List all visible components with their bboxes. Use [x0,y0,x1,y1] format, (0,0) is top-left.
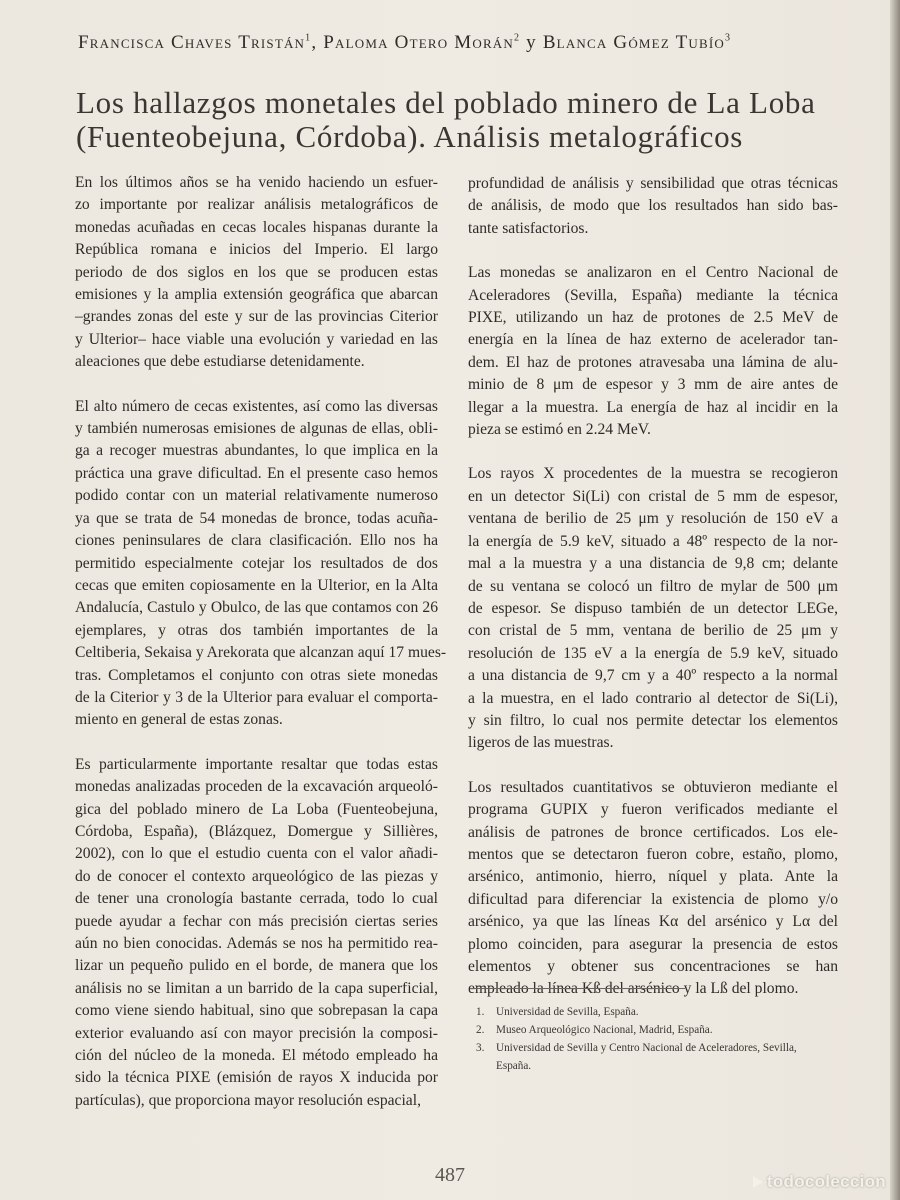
right-text-column [468,173,838,1023]
text-line: programa GUPIX y fueron verificados mediante el [468,801,838,819]
author-affiliation-mark: 1 [305,32,312,44]
text-line: aleaciones que debe estudiarse detenidamente. [75,353,365,371]
text-line: arsénico, antimonio, hierro, níquel y plata. Ante la [468,868,838,886]
text-line: 2002), con lo que el estudio cuenta con el valor añadi- [75,845,438,863]
text-line: y también numerosas emisiones de algunas de ellas, obli- [75,420,438,438]
text-line: en un detector Si(Li) con cristal de 5 mm de espesor, [468,487,838,505]
text-line: empleado la línea Kß del arsénico y la Lß del plomo. [468,980,799,998]
text-line: ventana de berilio de 25 μm y resolución de 150 eV a [468,510,838,528]
footnotes [476,1003,846,1075]
footnote-item [476,1039,846,1075]
article-title [76,86,856,154]
text-line: minio de 8 μm de espesor y 3 mm de aire antes de [468,376,838,394]
title-line: (Fuenteobejuna, Córdoba). Análisis metalográficos [76,119,744,154]
footnote-text [496,1039,797,1075]
text-line: zo importante por realizar análisis metalográficos de [75,196,438,214]
text-line: cecas que emiten copiosamente en la Ulterior, en la Alta [75,576,438,594]
text-line: lizar un pequeño pulido en el borde, de manera que los [75,957,438,975]
text-line: pieza se estimó en 2.24 MeV. [468,421,651,439]
text-line: energía en la línea de haz externo de acelerador tan- [468,331,838,349]
text-line: Córdoba, España), (Blázquez, Domergue y Sillières, [75,822,438,840]
text-line: dem. El haz de protones atravesaba una lámina de alu- [468,353,838,371]
author-conjunction: y [526,32,537,53]
text-line: Es particularmente importante resaltar que todas estas [75,755,438,773]
text-line: aún no bien conocidas. Además se nos ha permitido rea- [75,935,438,952]
text-line: elementos y obtener sus concentraciones se han [468,958,838,975]
footnote-line: España. [496,1060,532,1072]
paragraph [75,754,438,1113]
text-line: puede ayudar a fechar con más precisión ciertas series [75,912,438,930]
text-line: y Ulterior– hace viable una evolución y variedad en las [75,330,438,348]
text-line: a una distancia de 9,7 cm y a 40º respecto a la normal [468,667,838,685]
footnote-line: Universidad de Sevilla, España. [496,1006,639,1018]
text-line: dificultad para diferenciar la existencia de plomo y/o [468,890,838,908]
author-line: Francisca Chaves Tristán$^1$, Paloma Otero Morán$^2$ y Blanca Gómez Tubío$^3$ [78,32,732,53]
text-line: de la Citerior y 3 de la Ulterior para evaluar el comporta- [75,688,438,706]
footnote-item [476,1021,846,1039]
text-line: con cristal de 5 mm, ventana de berilio de 25 μm y [468,622,838,640]
footnote-divider [470,988,685,989]
text-line: partículas), que proporciona mayor resolución espacial, [75,1091,421,1109]
text-line: ejemplares, y otras dos también importantes de la [75,621,438,639]
footnote-line: Museo Arqueológico Nacional, Madrid, España. [496,1024,713,1036]
paragraph [75,172,438,374]
left-text-column [75,172,447,1134]
text-line: la energía de 5.9 keV, situado a 48º respecto de la nor- [468,532,838,550]
author-affiliation-mark: 3 [724,32,732,44]
footnote-number: 2. [476,1024,485,1036]
paragraph [468,262,838,441]
text-line: de análisis, de modo que los resultados han sido bas- [468,197,838,215]
text-line: Andalucía, Castulo y Obulco, de las que contamos con 26 [75,599,438,617]
footnote-item [476,1003,846,1021]
watermark-logo-icon [753,1176,763,1188]
text-line: exterior evaluando así con mayor precisión la composi- [75,1024,438,1042]
text-line: gica del poblado minero de La Loba (Fuenteobejuna, [75,800,438,818]
page-edge-shadow [890,0,900,1200]
text-line: Los resultados cuantitativos se obtuvieron mediante el [468,778,838,796]
text-line: a la muestra, en el lado contrario al detector de Si(Li), [468,689,838,707]
author-name: Blanca Gómez Tubío [542,32,725,53]
paragraph [468,777,838,1001]
text-line: do de conocer el contexto arqueológico de las piezas y [75,867,438,885]
text-line: arsénico, ya que las líneas Kα del arsénico y Lα del [468,913,838,931]
text-line: periodo de dos siglos en los que se producen estas [75,263,438,281]
text-line: mentos que se detectaron fueron cobre, estaño, plomo, [468,845,838,863]
author-name: Paloma Otero Morán [323,32,514,53]
text-line: Celtiberia, Sekaisa y Arekorata que alcanzan aquí 17 mues- [75,644,447,662]
text-line: monedas acuñadas en cecas locales hispanas durante la [75,218,438,236]
text-line: de tener una cronología bastante cerrada, todo lo cual [75,890,438,908]
author-name: Francisca Chaves Tristán [78,32,306,53]
title-line: Los hallazgos monetales del poblado minero de La Loba [76,85,816,120]
text-line: ga a recoger muestras abundantes, lo que implica en la [75,442,438,460]
paragraph [468,173,838,240]
watermark-text: todocoleccion [766,1172,886,1191]
text-line: ción del núcleo de la moneda. El método empleado ha [75,1047,438,1065]
text-line: PIXE, utilizando un haz de protones de 2.5 MeV de [468,309,838,327]
text-line: como viene siendo habitual, sino que sobrepasan la capa [75,1002,438,1020]
text-line: tras. Completamos el conjunto con otras siete monedas [75,666,438,684]
text-line: práctica una grave dificultad. En el presente caso hemos [75,464,438,482]
text-line: de su ventana se colocó un filtro de mylar de 500 μm [468,577,838,595]
text-line: El alto número de cecas existentes, así como las diversas [75,397,438,415]
text-line: de espesor. Se dispuso también de un detector LEGe, [468,599,838,617]
footnote-number: 3. [476,1042,485,1054]
text-line: miento en general de estas zonas. [75,711,283,729]
text-line: profundidad de análisis y sensibilidad que otras técnicas [468,175,838,192]
text-line: –grandes zonas del este y sur de las provincias Citerior [75,308,438,326]
text-line: emisiones y la amplia extensión geográfica que abarcan [75,286,438,304]
text-line: podido contar con un material relativamente numeroso [75,487,438,505]
text-line: resolución de 135 eV a la energía de 5.9 keV, situado [468,644,838,662]
text-line: plomo coinciden, para asegurar la presencia de estos [468,935,838,953]
text-line: ligeros de las muestras. [468,734,614,752]
text-line: Los rayos X procedentes de la muestra se recogieron [468,465,838,483]
text-line: Las monedas se analizaron en el Centro Nacional de [468,264,838,282]
text-line: análisis no se limitan a un barrido de la capa superficial, [75,979,438,997]
text-line: llegar a la muestra. La energía de haz al incidir en la [468,398,838,416]
text-line: República romana e inicios del Imperio. El largo [75,241,438,259]
text-line: monedas analizadas proceden de la excavación arqueoló- [75,778,438,796]
paragraph [75,396,447,732]
text-line: permitido especialmente cotejar los resultados de dos [75,554,438,572]
text-line: En los últimos años se ha venido haciendo un esfuer- [75,174,438,191]
paragraph [468,463,838,754]
text-line: y sin filtro, lo cual nos permite detectar los elementos [468,711,838,729]
watermark [753,1172,886,1192]
text-line: análisis de patrones de bronce certificados. Los ele- [468,823,838,841]
page-number: 487 [435,1164,465,1186]
footnote-number: 1. [476,1006,485,1018]
author-affiliation-mark: 2 [514,32,521,44]
footnote-text [496,1003,639,1021]
text-line: mal a la muestra y a una distancia de 9,8 cm; delante [468,555,838,573]
text-line: Aceleradores (Sevilla, España) mediante la técnica [468,286,838,304]
text-line: tante satisfactorios. [468,219,589,237]
footnote-line: Universidad de Sevilla y Centro Nacional de Aceleradores, Sevilla, [496,1042,797,1054]
text-line: ciones peninsulares de clara clasificación. Ello nos ha [75,532,438,550]
text-line: sido la técnica PIXE (emisión de rayos X inducida por [75,1069,438,1087]
text-line: ya que se trata de 54 monedas de bronce, todas acuña- [75,509,438,527]
footnote-text [496,1021,713,1039]
